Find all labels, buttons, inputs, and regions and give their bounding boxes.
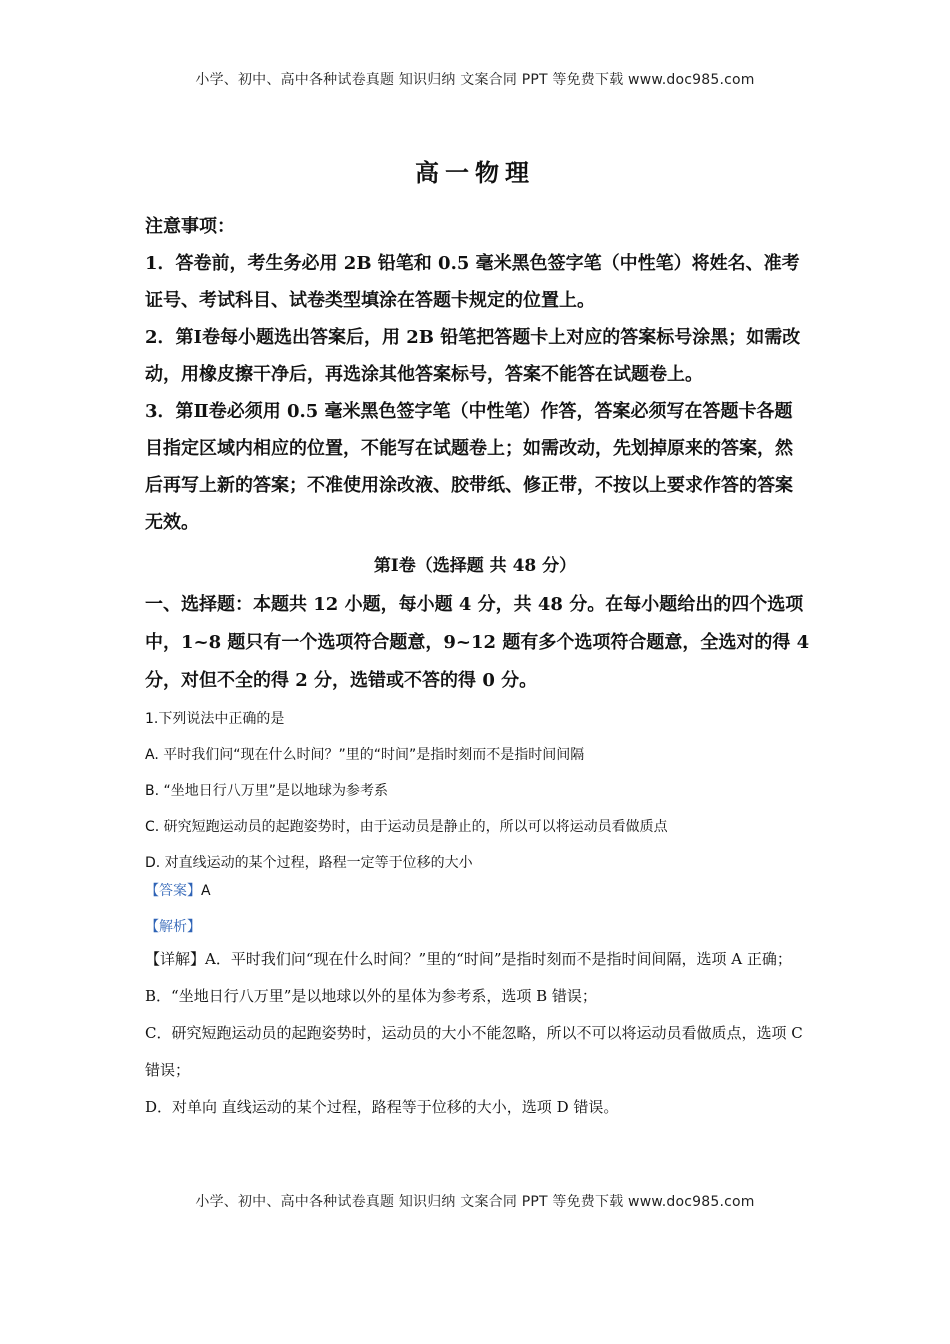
- detail-label: 【详解】: [145, 950, 206, 968]
- question-1: [145, 701, 810, 881]
- section-title: 第Ⅰ卷（选择题 共 48 分）: [373, 556, 577, 576]
- option-a: A. 平时我们问“现在什么时间？”里的“时间”是指时刻而不是指时间间隔: [145, 747, 585, 763]
- answer-label: 【答案】: [145, 883, 201, 899]
- answer-block: [145, 873, 815, 945]
- explanation-line-c: C．研究短跑运动员的起跑姿势时，运动员的大小不能忽略，所以不可以将运动员看做质点，选项 C 错误；: [145, 1024, 803, 1079]
- option-d: D. 对直线运动的某个过程，路程一定等于位移的大小: [145, 855, 473, 871]
- answer-line: [145, 873, 815, 909]
- instruction-item: 1．答卷前，考生务必用 2B 铅笔和 0.5 毫米黑色签字笔（中性笔）将姓名、准考证号、考试科目、试卷类型填涂在答题卡规定的位置上。: [145, 253, 800, 311]
- detailed-explanation: [145, 941, 815, 1126]
- instructions-heading: 注意事项：: [145, 216, 235, 237]
- exam-instructions: [145, 208, 810, 541]
- explanation-line-b: B．“坐地日行八万里”是以地球以外的星体为参考系，选项 B 错误；: [145, 987, 597, 1005]
- page-header: 小学、初中、高中各种试卷真题 知识归纳 文案合同 PPT 等免费下载 www.doc985.com: [195, 72, 755, 88]
- page-footer: 小学、初中、高中各种试卷真题 知识归纳 文案合同 PPT 等免费下载 www.doc985.com: [195, 1194, 755, 1210]
- option-b: B. “坐地日行八万里”是以地球为参考系: [145, 783, 389, 799]
- analysis-line: [145, 909, 815, 945]
- section-intro: 一、选择题：本题共 12 小题，每小题 4 分，共 48 分。在每小题给出的四个选项中，1~8 题只有一个选项符合题意，9~12 题有多个选项符合题意，全选对的得 4 分，对但不全的得 2 分，选错或不答的得 0 分。: [145, 594, 810, 691]
- analysis-label: 【解析】: [145, 919, 201, 935]
- answer-value: A: [201, 883, 211, 899]
- page-title: 高一物理: [415, 158, 535, 187]
- instruction-item: 3．第Ⅱ卷必须用 0.5 毫米黑色签字笔（中性笔）作答，答案必须写在答题卡各题目指定区域内相应的位置，不能写在试题卷上；如需改动，先划掉原来的答案，然后再写上新的答案；不准使用涂改液、胶带纸、修正带，不按以上要求作答的答案无效。: [145, 401, 793, 533]
- explanation-line-d: D．对单向 直线运动的某个过程，路程等于位移的大小，选项 D 错误。: [145, 1098, 619, 1116]
- question-stem: 1.下列说法中正确的是: [145, 711, 285, 727]
- option-c: C. 研究短跑运动员的起跑姿势时，由于运动员是静止的，所以可以将运动员看做质点: [145, 819, 668, 835]
- explanation-line-a: 【详解】A．平时我们问“现在什么时间？”里的“时间”是指时刻而不是指时间间隔，选项 A 正确；: [145, 950, 792, 968]
- instruction-item: 2．第Ⅰ卷每小题选出答案后，用 2B 铅笔把答题卡上对应的答案标号涂黑；如需改动，用橡皮擦干净后，再选涂其他答案标号，答案不能答在试题卷上。: [145, 327, 801, 385]
